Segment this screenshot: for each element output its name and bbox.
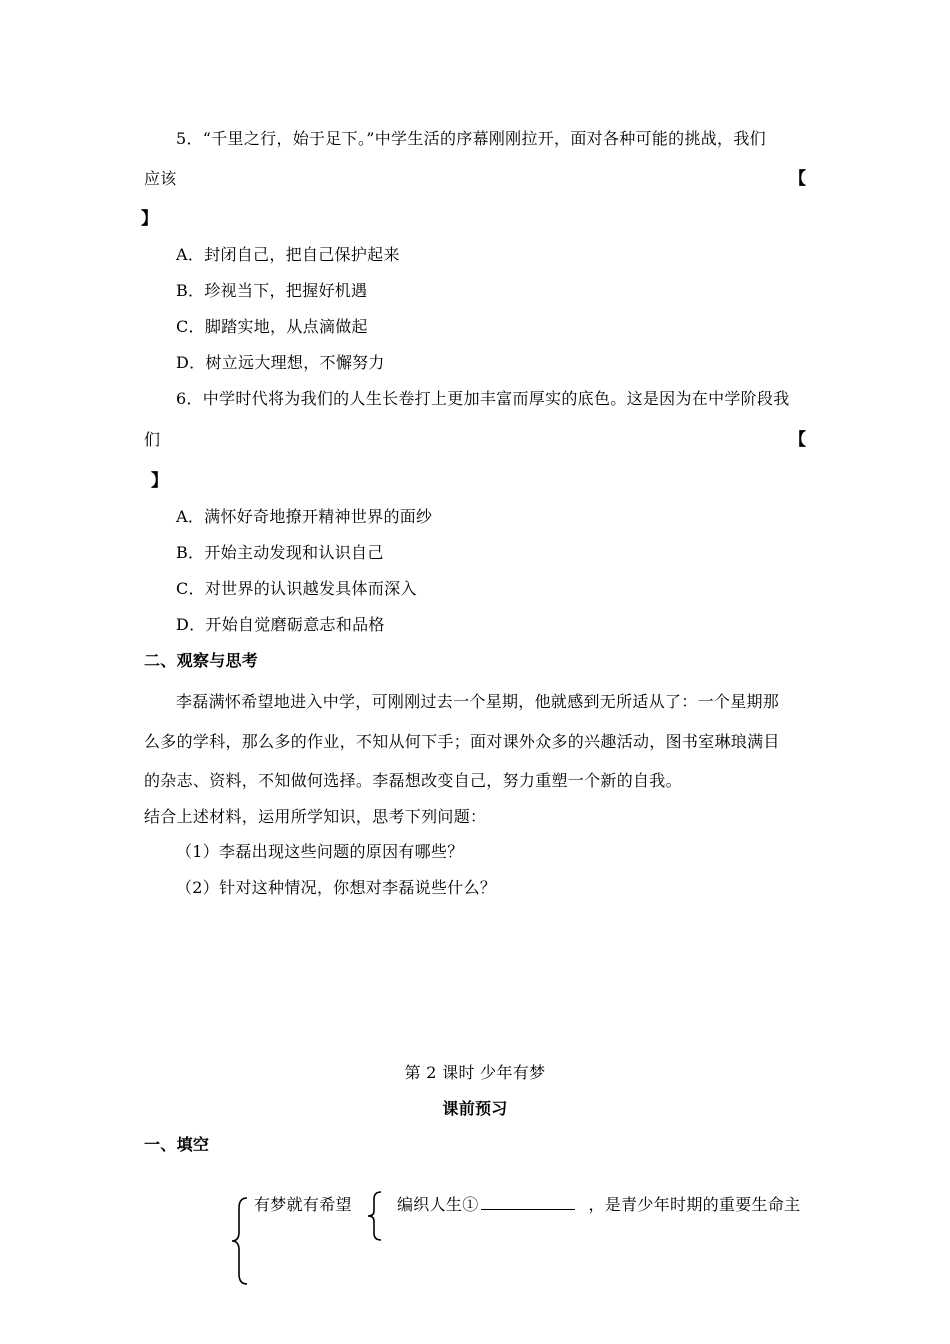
section-2-paragraph-line1: 李磊满怀希望地进入中学，可刚刚过去一个星期，他就感到无所适从了：一个星期那 — [176, 692, 780, 711]
outline-right-before: 编织人生① — [397, 1195, 479, 1214]
outer-brace-icon — [230, 1196, 250, 1286]
lesson-subtitle: 课前预习 — [442, 1099, 508, 1118]
inner-brace-icon — [366, 1190, 384, 1242]
question-5-option-a: A．封闭自己，把自己保护起来 — [176, 245, 400, 264]
question-5-answer-bracket-open: 【 — [789, 169, 807, 189]
question-6-option-d: D．开始自觉磨砺意志和品格 — [176, 615, 385, 634]
question-6-option-c: C．对世界的认识越发具体而深入 — [176, 579, 417, 598]
question-6-stem-line2: 们 — [144, 430, 161, 449]
question-5-stem-line2: 应该 — [144, 169, 177, 188]
question-6-option-b: B．开始主动发现和认识自己 — [176, 543, 384, 562]
question-6-answer-bracket-open: 【 — [789, 430, 807, 450]
question-5-option-b: B．珍视当下，把握好机遇 — [176, 281, 368, 300]
fill-blank-heading: 一、填空 — [144, 1135, 210, 1154]
answer-blank-1[interactable] — [481, 1195, 575, 1210]
question-5-option-d: D．树立远大理想，不懈努力 — [176, 353, 385, 372]
section-2-paragraph-line3: 的杂志、资料，不知做何选择。李磊想改变自己，努力重塑一个新的自我。 — [144, 771, 682, 790]
lesson-title: 第 2 课时 少年有梦 — [404, 1063, 546, 1082]
sub-question-1: （1）李磊出现这些问题的原因有哪些？ — [176, 842, 464, 861]
outline-right-line — [397, 1195, 800, 1215]
question-5-option-c: C．脚踏实地，从点滴做起 — [176, 317, 368, 336]
question-5-answer-bracket-close: 】 — [141, 209, 159, 229]
question-6-answer-bracket-close: 】 — [151, 471, 169, 491]
question-6-stem-line1: 6．中学时代将为我们的人生长卷打上更加丰富而厚实的底色。这是因为在中学阶段我 — [176, 389, 790, 408]
question-6-option-a: A．满怀好奇地撩开精神世界的面纱 — [176, 507, 433, 526]
outline-right-after: ，是青少年时期的重要生命主 — [588, 1195, 801, 1214]
section-2-heading: 二、观察与思考 — [144, 651, 259, 670]
outline-left-node: 有梦就有希望 — [254, 1195, 352, 1214]
question-5-stem-line1: 5．“千里之行，始于足下。”中学生活的序幕刚刚拉开，面对各种可能的挑战，我们 — [176, 129, 766, 148]
section-2-instruction: 结合上述材料，运用所学知识，思考下列问题： — [144, 807, 487, 826]
sub-question-2: （2）针对这种情况，你想对李磊说些什么？ — [176, 878, 497, 897]
section-2-paragraph-line2: 么多的学科，那么多的作业，不知从何下手；面对课外众多的兴趣活动，图书室琳琅满目 — [144, 732, 780, 751]
